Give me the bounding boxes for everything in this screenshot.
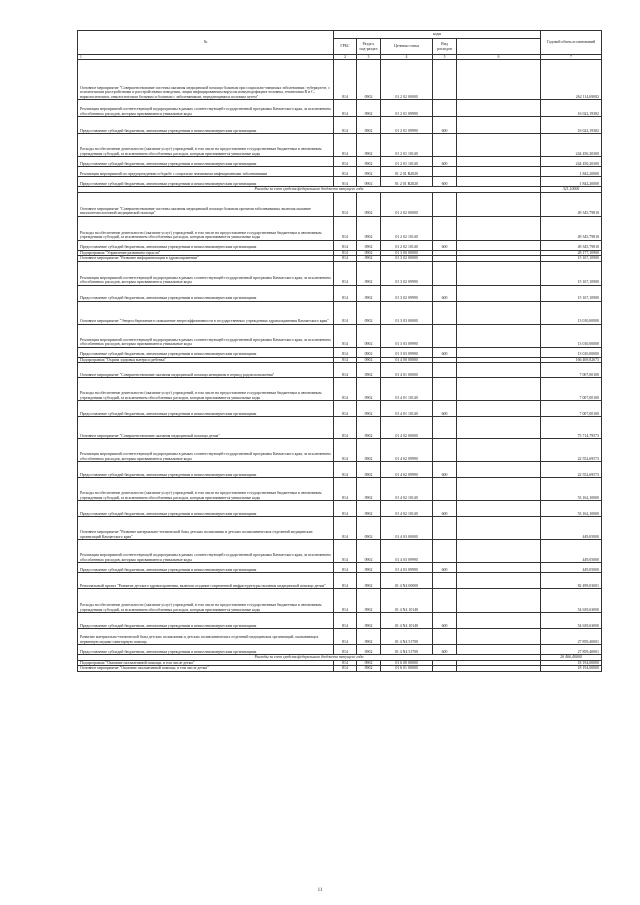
row-section: 0902 — [357, 378, 381, 401]
row-spacer — [457, 117, 541, 134]
row-amount: 54 639,63000 — [541, 613, 602, 629]
header-number: № — [78, 31, 334, 55]
row-section: 0902 — [357, 192, 381, 216]
row-target-article: 01 4 03 09990 — [381, 540, 433, 563]
row-kind: 600 — [433, 157, 457, 167]
row-target-article: 01 4 00 00000 — [381, 357, 433, 363]
table-row — [78, 60, 602, 100]
row-target-article: 01 2 01 09990 — [381, 117, 433, 134]
table-row — [78, 167, 602, 177]
row-amount: 53 162,10000 — [541, 478, 602, 501]
row-section: 0902 — [357, 357, 381, 363]
row-amount: 18 194,00000 — [541, 666, 602, 672]
budget-table — [77, 30, 602, 672]
row-section: 0902 — [357, 573, 381, 589]
row-section: 0902 — [357, 167, 381, 177]
row-amount: 22 552,69573 — [541, 462, 602, 478]
row-spacer — [457, 540, 541, 563]
table-row — [78, 613, 602, 629]
table-row — [78, 540, 602, 563]
row-spacer — [457, 347, 541, 357]
table-row — [78, 363, 602, 378]
row-kind: 600 — [433, 177, 457, 187]
row-kind — [433, 301, 457, 324]
table-row — [78, 629, 602, 645]
header-codes: коды — [334, 31, 541, 39]
row-name: Подпрограмма "Охрана здоровья матери и ребенка" — [78, 357, 334, 363]
row-grbs: 814 — [334, 117, 357, 134]
row-target-article: 01 4 02 00000 — [381, 417, 433, 439]
row-kind: 600 — [433, 285, 457, 301]
row-kind: 600 — [433, 117, 457, 134]
row-amount: 82 499,03001 — [541, 573, 602, 589]
row-target-article: 01 3 02 09990 — [381, 261, 433, 285]
row-section: 0902 — [357, 478, 381, 501]
row-amount: 49 345,79810 — [541, 192, 602, 216]
header-target: Целевая статья — [381, 39, 433, 55]
row-target-article: 01 4 02 09990 — [381, 462, 433, 478]
row-kind — [433, 100, 457, 117]
row-section: 0902 — [357, 645, 381, 655]
row-grbs: 814 — [334, 250, 357, 256]
row-spacer — [457, 301, 541, 324]
header-grbs: ГРБС — [334, 39, 357, 55]
row-spacer — [457, 216, 541, 240]
row-name: Реализация мероприятий соответствующей подпрограммы в рамках соответствующей государственной программы Камчатского края, за исключением обособленных расходов, которым присваиваются уникальные коды — [78, 324, 334, 347]
note-text: Расходы за счет средств федерального бюджета текущего года — [78, 187, 541, 193]
row-spacer — [457, 645, 541, 655]
row-name: Предоставление субсидий бюджетным, автономным учреждениям и иным некоммерческим организациям — [78, 157, 334, 167]
table-row — [78, 401, 602, 417]
row-target-article: 01 3 02 00000 — [381, 256, 433, 262]
row-grbs: 814 — [334, 100, 357, 117]
row-target-article: 01 2 01 09990 — [381, 100, 433, 117]
row-name: Подпрограмма "Оказание паллиативной помощи, в том числе детям" — [78, 660, 334, 666]
row-section: 0902 — [357, 613, 381, 629]
row-name: Основное мероприятие "Оказание паллиативной помощи, в том числе детям" — [78, 666, 334, 672]
row-name: Предоставление субсидий бюджетным, автономным учреждениям и иным некоммерческим организациям — [78, 501, 334, 517]
row-spacer — [457, 157, 541, 167]
table-row — [78, 134, 602, 157]
row-name: Предоставление субсидий бюджетным, автономным учреждениям и иным некоммерческим организациям — [78, 645, 334, 655]
row-section: 0902 — [357, 462, 381, 478]
row-name: Реализация мероприятий соответствующей подпрограммы в рамках соответствующей государственной программы Камчатского края, за исключением обособленных расходов, которым присваиваются уникальные коды — [78, 540, 334, 563]
row-kind: 600 — [433, 240, 457, 250]
row-section: 0902 — [357, 177, 381, 187]
row-spacer — [457, 563, 541, 573]
row-kind: 600 — [433, 347, 457, 357]
row-section: 0902 — [357, 324, 381, 347]
row-amount: 449,05000 — [541, 540, 602, 563]
table-row — [78, 378, 602, 401]
row-grbs: 814 — [334, 347, 357, 357]
row-name: Предоставление субсидий бюджетным, автономным учреждениям и иным некоммерческим организациям — [78, 347, 334, 357]
row-kind — [433, 517, 457, 540]
row-kind — [433, 439, 457, 462]
row-name: Предоставление субсидий бюджетным, автономным учреждениям и иным некоммерческим организациям — [78, 285, 334, 301]
row-target-article: 01 2 02 10140 — [381, 216, 433, 240]
row-grbs: 814 — [334, 261, 357, 285]
row-target-article: 01 2 01 10140 — [381, 134, 433, 157]
row-section: 0902 — [357, 563, 381, 573]
row-kind: 600 — [433, 401, 457, 417]
row-grbs: 814 — [334, 401, 357, 417]
row-kind: 600 — [433, 645, 457, 655]
row-grbs: 814 — [334, 462, 357, 478]
row-kind — [433, 378, 457, 401]
row-amount: 13 010,00000 — [541, 301, 602, 324]
row-name: Предоставление субсидий бюджетным, автономным учреждениям и иным некоммерческим организациям — [78, 563, 334, 573]
row-section: 0902 — [357, 417, 381, 439]
note-text: Расходы за счет средств федерального бюджета текущего года — [78, 655, 541, 661]
row-section: 0902 — [357, 363, 381, 378]
row-kind — [433, 216, 457, 240]
row-amount: 16 022,19382 — [541, 100, 602, 117]
table-row — [78, 301, 602, 324]
row-amount: 49 345,79810 — [541, 240, 602, 250]
row-spacer — [457, 401, 541, 417]
row-grbs: 814 — [334, 613, 357, 629]
row-name: Предоставление субсидий бюджетным, автономным учреждениям и иным некоммерческим организациям — [78, 401, 334, 417]
row-amount: 28 177,10900 — [541, 250, 602, 256]
row-spacer — [457, 100, 541, 117]
table-row — [78, 216, 602, 240]
row-target-article: 01 4 N4 10140 — [381, 589, 433, 613]
row-name: Предоставление субсидий бюджетным, автономным учреждениям и иным некоммерческим организациям — [78, 240, 334, 250]
row-target-article: 01 4 N4 51700 — [381, 645, 433, 655]
row-spacer — [457, 517, 541, 540]
row-target-article: 01 4 02 10140 — [381, 478, 433, 501]
row-amount: 262 114,69082 — [541, 60, 602, 100]
row-spacer — [457, 478, 541, 501]
row-target-article: 01 2 02 00000 — [381, 60, 433, 100]
row-target-article: 01 4 02 10140 — [381, 501, 433, 517]
row-section: 0902 — [357, 439, 381, 462]
row-target-article: 01 4 N4 51700 — [381, 629, 433, 645]
row-spacer — [457, 589, 541, 613]
row-amount: 7 007,00100 — [541, 363, 602, 378]
row-amount: 15 167,10900 — [541, 256, 602, 262]
row-grbs: 814 — [334, 357, 357, 363]
row-target-article: 01 3 00 00000 — [381, 250, 433, 256]
note-amount: 26 466,40000 — [541, 655, 602, 661]
row-name: Расходы на обеспечение деятельности (оказание услуг) учреждений, в том числе на предоставление государственным бюджетным и автономным учреждениям субсидий, за исключением обособленных расходов, которым присваиваются уникальные коды — [78, 589, 334, 613]
row-section: 0902 — [357, 660, 381, 666]
row-grbs: 814 — [334, 324, 357, 347]
row-grbs: 814 — [334, 563, 357, 573]
table-row — [78, 439, 602, 462]
row-amount: 166 469,82673 — [541, 357, 602, 363]
table-body — [78, 60, 602, 672]
row-amount: 449,05000 — [541, 563, 602, 573]
row-grbs: 814 — [334, 60, 357, 100]
row-target-article: 01 3 02 09990 — [381, 285, 433, 301]
row-grbs: 814 — [334, 629, 357, 645]
colnum-3: 3 — [357, 55, 381, 60]
row-section: 0902 — [357, 60, 381, 100]
row-spacer — [457, 501, 541, 517]
table-row — [78, 478, 602, 501]
row-spacer — [457, 363, 541, 378]
row-amount: 53 162,10000 — [541, 501, 602, 517]
row-grbs: 814 — [334, 660, 357, 666]
colnum-5: 5 — [433, 55, 457, 60]
row-spacer — [457, 285, 541, 301]
row-spacer — [457, 666, 541, 672]
row-spacer — [457, 417, 541, 439]
row-section: 0902 — [357, 157, 381, 167]
row-name: Предоставление субсидий бюджетным, автономным учреждениям и иным некоммерческим организациям — [78, 613, 334, 629]
row-spacer — [457, 573, 541, 589]
row-name: Основное мероприятие "Совершенствование системы оказания медицинской помощи больным прочими заболеваниями, включая оказание высокотехнологичной медицинской помощи" — [78, 192, 334, 216]
row-grbs: 814 — [334, 517, 357, 540]
row-name: Расходы на обеспечение деятельности (оказание услуг) учреждений, в том числе на предоставление государственным бюджетным и автономным учреждениям субсидий, за исключением обособленных расходов, которым присваиваются уникальные коды — [78, 134, 334, 157]
row-kind — [433, 134, 457, 157]
row-grbs: 814 — [334, 478, 357, 501]
row-spacer — [457, 324, 541, 347]
row-spacer — [457, 378, 541, 401]
budget-document — [77, 30, 601, 672]
row-kind — [433, 192, 457, 216]
row-grbs: 814 — [334, 216, 357, 240]
row-target-article: 01 2 02 00000 — [381, 192, 433, 216]
row-section: 0902 — [357, 250, 381, 256]
table-row — [78, 117, 602, 134]
row-target-article: 01 4 02 09990 — [381, 439, 433, 462]
page-number: 11 — [317, 888, 323, 893]
row-section: 0902 — [357, 256, 381, 262]
row-section: 0902 — [357, 517, 381, 540]
note-amount: 321,10000 — [541, 187, 602, 193]
row-section: 0902 — [357, 629, 381, 645]
table-row — [78, 240, 602, 250]
header-section: Раздел, под-раздел — [357, 39, 381, 55]
row-name: Реализация мероприятий соответствующей подпрограммы в рамках соответствующей государственной программы Камчатского края, за исключением обособленных расходов, которым присваиваются уникальные коды — [78, 439, 334, 462]
row-name: Предоставление субсидий бюджетным, автономным учреждениям и иным некоммерческим организациям — [78, 462, 334, 478]
row-name: Основное мероприятие "Энергосбережение и повышение энергоэффективности в государственных учреждениях здравоохранения Камчатского края" — [78, 301, 334, 324]
row-spacer — [457, 134, 541, 157]
row-amount: 244 450,20300 — [541, 134, 602, 157]
row-target-article: 01 2 02 10140 — [381, 240, 433, 250]
row-grbs: 814 — [334, 192, 357, 216]
row-name: Реализация мероприятий соответствующей подпрограммы в рамках соответствующей государственной программы Камчатского края, за исключением обособленных расходов, которым присваиваются уникальные коды — [78, 100, 334, 117]
row-section: 0902 — [357, 347, 381, 357]
table-row — [78, 100, 602, 117]
row-grbs: 814 — [334, 589, 357, 613]
row-section: 0902 — [357, 589, 381, 613]
row-amount: 27 859,40001 — [541, 645, 602, 655]
row-target-article: 01 4 03 00000 — [381, 517, 433, 540]
row-amount: 449,05000 — [541, 517, 602, 540]
row-section: 0902 — [357, 540, 381, 563]
row-name: Расходы на обеспечение деятельности (оказание услуг) учреждений, в том числе на предоставление государственным бюджетным и автономным учреждениям субсидий, за исключением обособленных расходов, которым присваиваются уникальные коды — [78, 378, 334, 401]
row-grbs: 814 — [334, 540, 357, 563]
row-target-article: 01 2 01 10140 — [381, 157, 433, 167]
row-target-article: 01 4 N4 00000 — [381, 573, 433, 589]
row-kind — [433, 629, 457, 645]
row-spacer — [457, 240, 541, 250]
table-row — [78, 517, 602, 540]
row-grbs: 814 — [334, 439, 357, 462]
row-spacer — [457, 167, 541, 177]
row-kind: 600 — [433, 501, 457, 517]
row-grbs: 814 — [334, 256, 357, 262]
row-spacer — [457, 629, 541, 645]
row-name: Основное мероприятие "Развитие материально-технической базы детских поликлиник и детских поликлинических отделений медицинских организаций Камчатского края" — [78, 517, 334, 540]
row-spacer — [457, 439, 541, 462]
table-row — [78, 589, 602, 613]
row-name: Реализация мероприятий соответствующей подпрограммы в рамках соответствующей государственной программы Камчатского края, за исключением обособленных расходов, которым присваиваются уникальные коды — [78, 261, 334, 285]
row-section: 0902 — [357, 240, 381, 250]
row-target-article: 01 4 N4 10140 — [381, 613, 433, 629]
table-row — [78, 324, 602, 347]
table-row — [78, 501, 602, 517]
row-amount: 7 007,00100 — [541, 401, 602, 417]
row-kind: 600 — [433, 462, 457, 478]
row-spacer — [457, 613, 541, 629]
row-kind — [433, 324, 457, 347]
row-grbs: 814 — [334, 573, 357, 589]
row-amount: 13 010,00000 — [541, 324, 602, 347]
row-section: 0902 — [357, 100, 381, 117]
row-target-article: 01 4 01 10140 — [381, 401, 433, 417]
row-amount: 1 842,20000 — [541, 167, 602, 177]
row-name: Основное мероприятие "Совершенствование оказания медицинской помощи женщинам в период родовспоможения" — [78, 363, 334, 378]
table-row — [78, 462, 602, 478]
row-kind: 600 — [433, 613, 457, 629]
table-row — [78, 261, 602, 285]
row-section: 0902 — [357, 117, 381, 134]
row-grbs: 814 — [334, 285, 357, 301]
row-section: 0902 — [357, 301, 381, 324]
table-row — [78, 347, 602, 357]
row-kind — [433, 540, 457, 563]
row-name: Предоставление субсидий бюджетным, автономным учреждениям и иным некоммерческим организациям — [78, 117, 334, 134]
colnum-1: 1 — [78, 55, 334, 60]
row-section: 0902 — [357, 134, 381, 157]
header-amount: Годовой объем ассигнований — [541, 31, 602, 55]
row-target-article: 01 4 03 09990 — [381, 563, 433, 573]
row-grbs: 814 — [334, 177, 357, 187]
row-target-article: 01 4 01 00000 — [381, 363, 433, 378]
row-grbs: 814 — [334, 240, 357, 250]
row-kind — [433, 417, 457, 439]
row-amount: 1 842,20000 — [541, 177, 602, 187]
row-grbs: 814 — [334, 167, 357, 177]
table-row — [78, 417, 602, 439]
table-row — [78, 563, 602, 573]
row-grbs: 814 — [334, 378, 357, 401]
table-row — [78, 177, 602, 187]
row-kind — [433, 589, 457, 613]
row-name: Расходы на обеспечение деятельности (оказание услуг) учреждений, в том числе на предоставление государственным бюджетным и автономным учреждениям субсидий, за исключением обособленных расходов, которым присваиваются уникальные коды — [78, 478, 334, 501]
row-section: 0902 — [357, 285, 381, 301]
row-grbs: 814 — [334, 157, 357, 167]
header-spacer — [457, 39, 541, 55]
row-spacer — [457, 192, 541, 216]
row-spacer — [457, 462, 541, 478]
row-amount: 54 639,63000 — [541, 589, 602, 613]
row-name: Основное мероприятие "Совершенствование системы оказания медицинской помощи больным при социально-значимых заболеваниях: туберкулезе, с психическими расстройствами и расстройствами поведения, лицам инфицированным вирусом иммунодефицита человека, гепатитами B и C, наркологическим, онкологическим больным и больным с заболеваниями, передающимися половым путем" — [78, 60, 334, 100]
colnum-4: 4 — [381, 55, 433, 60]
row-amount: 7 007,00100 — [541, 378, 602, 401]
row-grbs: 814 — [334, 645, 357, 655]
row-kind — [433, 167, 457, 177]
row-target-article: 01 2 01 R2020 — [381, 177, 433, 187]
row-name: Расходы на обеспечение деятельности (оказание услуг) учреждений, в том числе на предоставление государственным бюджетным и автономным учреждениям субсидий, за исключением обособленных расходов, которым присваиваются уникальные коды — [78, 216, 334, 240]
row-amount: 22 552,69573 — [541, 439, 602, 462]
colnum-6: 6 — [457, 55, 541, 60]
row-grbs: 814 — [334, 666, 357, 672]
row-kind — [433, 60, 457, 100]
row-spacer — [457, 261, 541, 285]
row-spacer — [457, 60, 541, 100]
row-target-article: 01 3 03 09990 — [381, 324, 433, 347]
table-row — [78, 157, 602, 167]
row-kind — [433, 666, 457, 672]
colnum-7: 7 — [541, 55, 602, 60]
row-name: Развитие материально-технической базы детских поликлиник и детских поликлинических отделений медицинских организаций, оказывающих первичную медико-санитарную помощь — [78, 629, 334, 645]
header-kind: Вид расходов — [433, 39, 457, 55]
table-row — [78, 192, 602, 216]
row-name: Основное мероприятие "Развитие информатизации в здравоохранении" — [78, 256, 334, 262]
table-row — [78, 666, 602, 672]
row-grbs: 814 — [334, 501, 357, 517]
row-amount: 49 345,79810 — [541, 216, 602, 240]
row-kind — [433, 478, 457, 501]
row-target-article: 01 3 03 09990 — [381, 347, 433, 357]
row-target-article: 01 2 01 R2020 — [381, 167, 433, 177]
colnum-2: 2 — [334, 55, 357, 60]
row-amount: 13 010,00000 — [541, 347, 602, 357]
row-grbs: 814 — [334, 363, 357, 378]
row-target-article: 01 4 01 10140 — [381, 378, 433, 401]
row-target-article: 01 6 01 00000 — [381, 666, 433, 672]
row-amount: 15 167,10900 — [541, 261, 602, 285]
row-amount: 27 859,40001 — [541, 629, 602, 645]
row-kind: 600 — [433, 563, 457, 573]
table-row — [78, 645, 602, 655]
row-section: 0902 — [357, 261, 381, 285]
row-kind — [433, 261, 457, 285]
row-grbs: 814 — [334, 134, 357, 157]
row-spacer — [457, 177, 541, 187]
row-section: 0902 — [357, 666, 381, 672]
row-section: 0902 — [357, 501, 381, 517]
row-kind — [433, 573, 457, 589]
row-name: Основное мероприятие "Совершенствование оказания медицинской помощи детям" — [78, 417, 334, 439]
row-target-article: 01 6 00 00000 — [381, 660, 433, 666]
row-amount: 16 022,19382 — [541, 117, 602, 134]
row-amount: 75 714,79573 — [541, 417, 602, 439]
table-row — [78, 285, 602, 301]
row-amount: 18 194,00000 — [541, 660, 602, 666]
row-grbs: 814 — [334, 417, 357, 439]
table-row — [78, 573, 602, 589]
row-grbs: 814 — [334, 301, 357, 324]
row-name: Реализация мероприятий по предупреждению и борьбе с социально значимыми инфекционными заболеваниями — [78, 167, 334, 177]
row-section: 0902 — [357, 401, 381, 417]
row-amount: 15 167,10900 — [541, 285, 602, 301]
row-target-article: 01 3 03 00000 — [381, 301, 433, 324]
row-name: Предоставление субсидий бюджетным, автономным учреждениям и иным некоммерческим организациям — [78, 177, 334, 187]
row-section: 0902 — [357, 216, 381, 240]
row-kind — [433, 363, 457, 378]
row-name: Региональный проект "Развитие детского здравоохранения, включая создание современной инфраструктуры оказания медицинской помощи детям" — [78, 573, 334, 589]
row-amount: 244 450,20300 — [541, 157, 602, 167]
row-name: Подпрограмма "Управление развитием отрасли" — [78, 250, 334, 256]
